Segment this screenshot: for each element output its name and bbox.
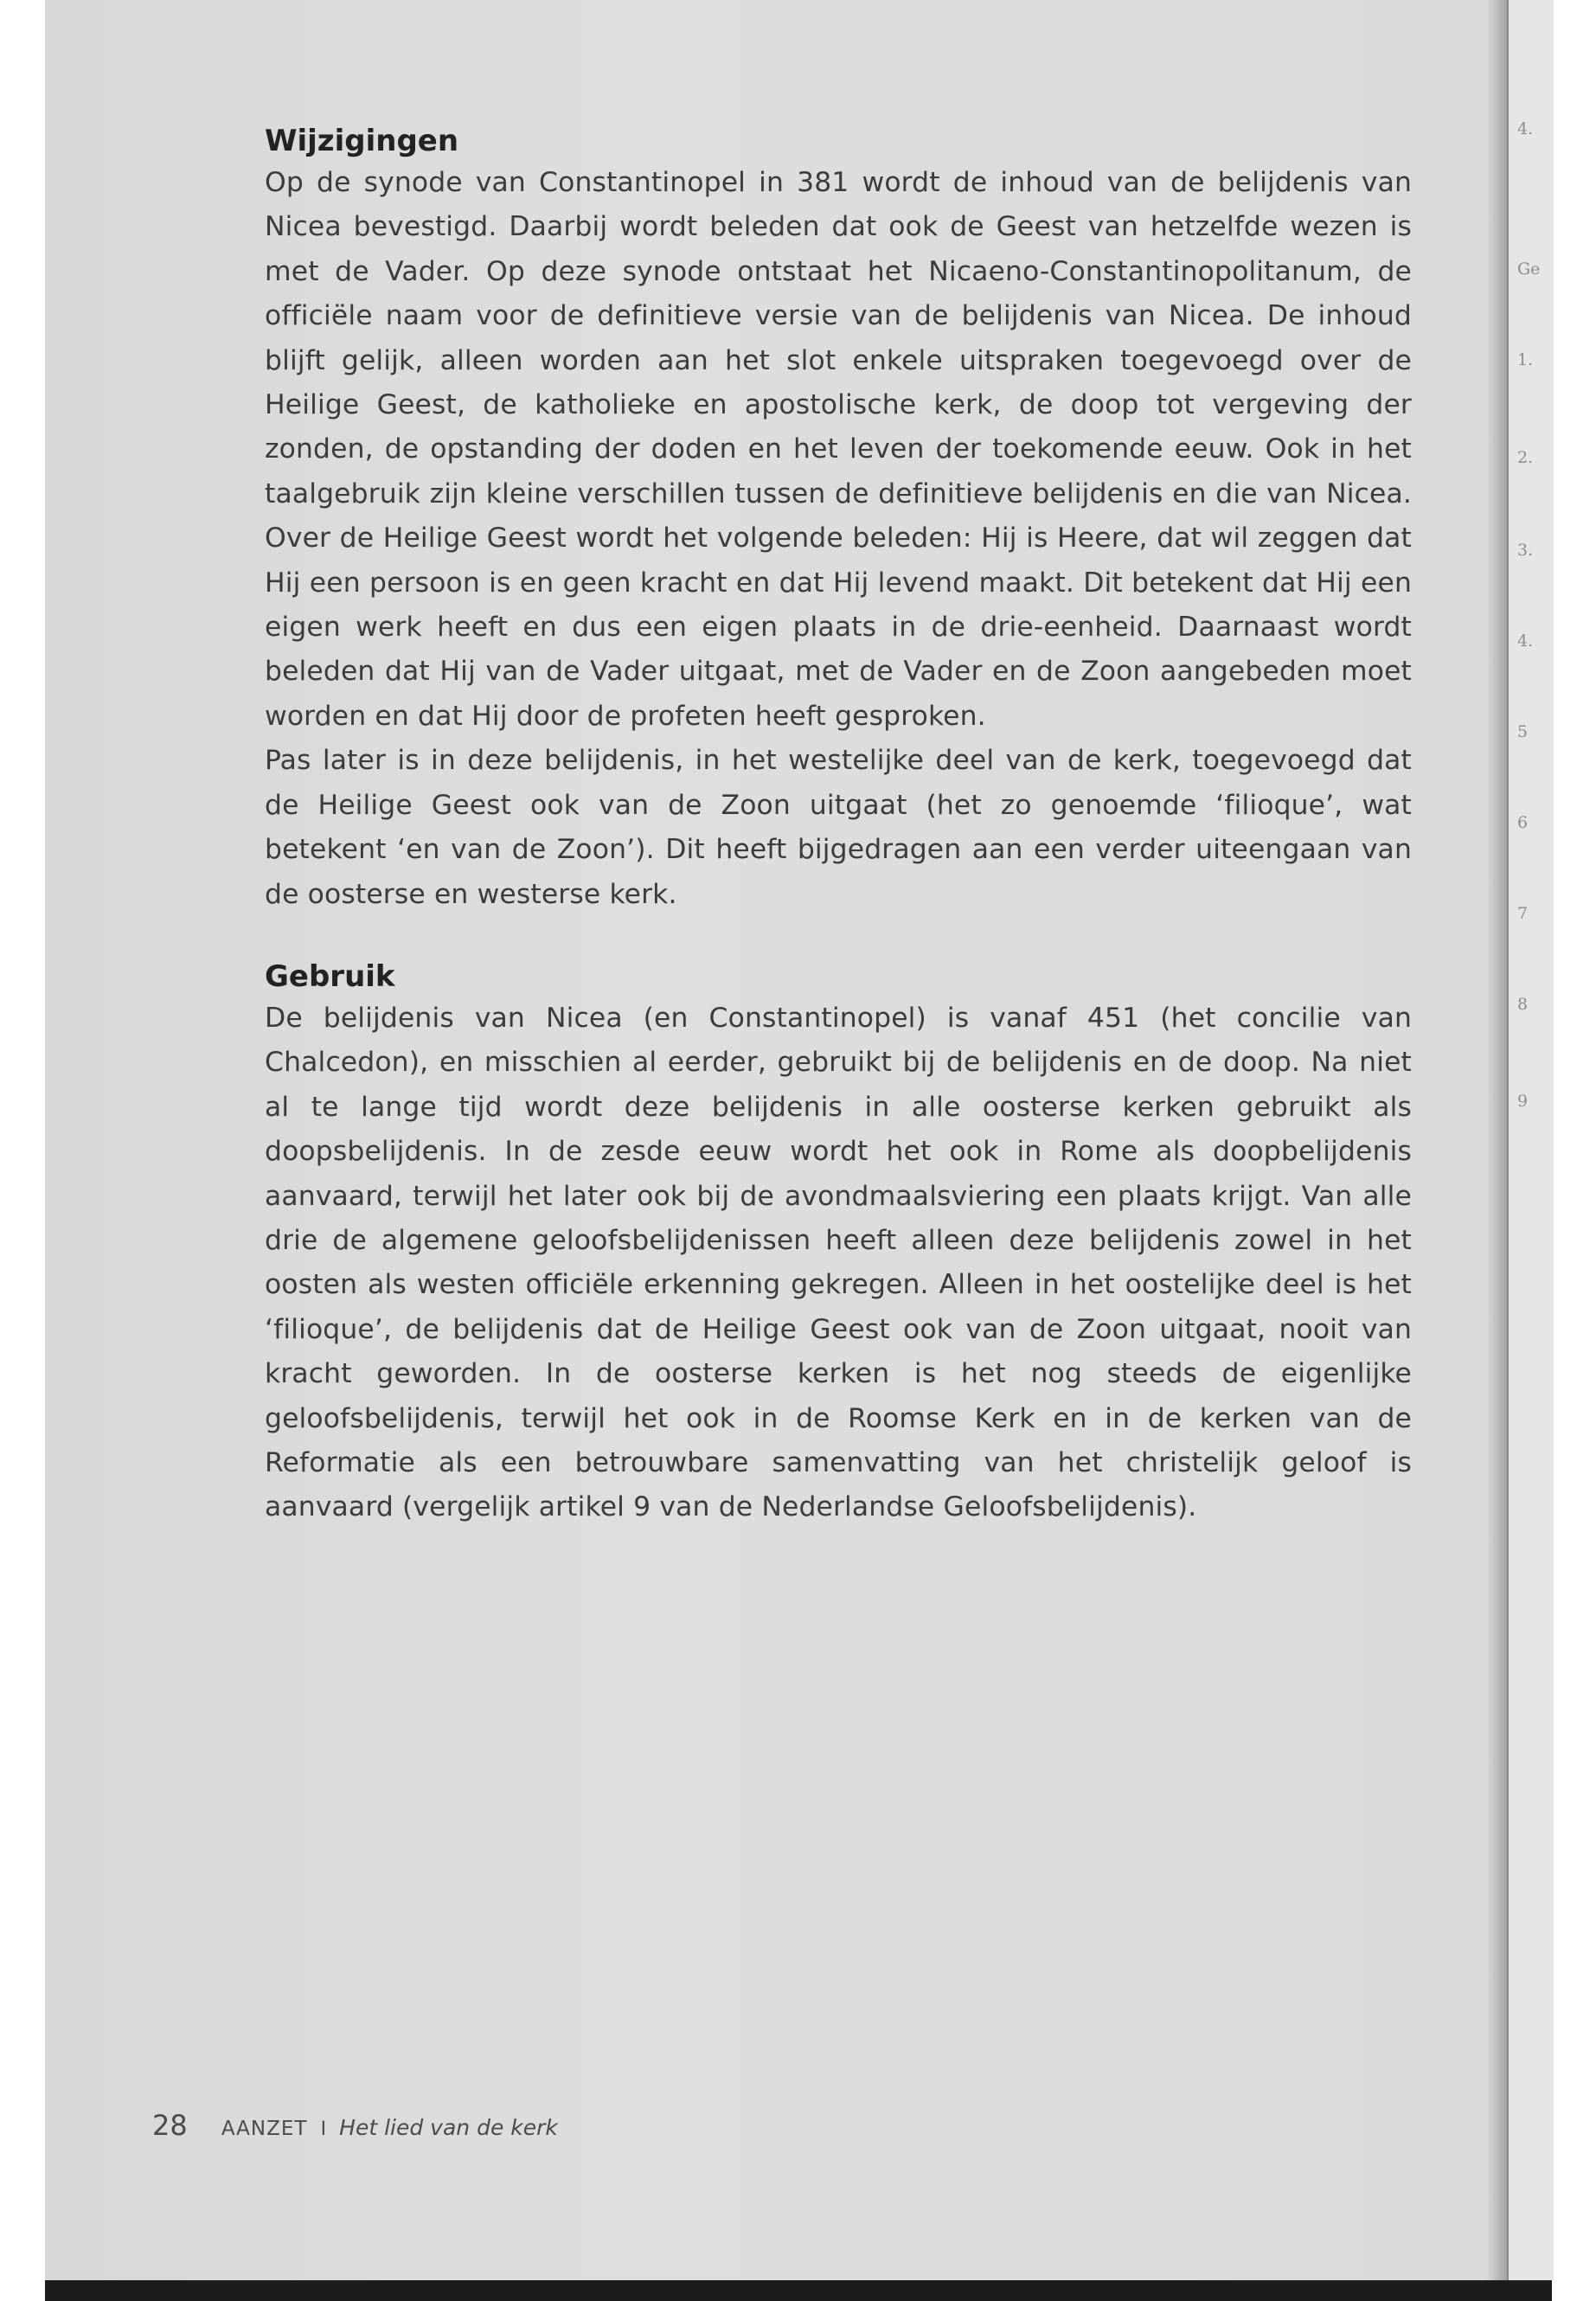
section-heading: Gebruik — [265, 958, 395, 994]
paragraph: De belijdenis van Nicea (en Constantinopel) is vanaf 451 (het concilie van Chalcedon), en misschien al eerder, gebruikt bij de belijdenis en de doop. Na niet al te lange tijd wordt deze belijdenis in alle oosterse kerken gebruikt als doopsbelijdenis. In de zesde eeuw wordt het ook in Rome als doopbelijdenis aanvaard, terwijl het later ook bij de avondmaalsviering een plaats krijgt. Van alle drie de algemene geloofsbelijdenissen heeft alleen deze belijdenis zowel in het oosten als westen officiële erkenning gekregen. Alleen in het oostelijke deel is het ‘filioque’, de belijdenis dat de Heilige Geest ook van de Zoon uitgaat, nooit van kracht geworden. In de oosterse kerken is het nog steeds de eigenlijke geloofsbelijdenis, terwijl het ook in de Roomse Kerk en in de kerken van de Reformatie als een betrouwbare samenvatting van het christelijk geloof is aanvaard (vergelijk artikel 9 van de Nederlandse Geloofsbelijdenis). — [265, 1002, 1412, 1523]
next-page-mark: Ge — [1517, 260, 1541, 279]
section-wijzigingen — [265, 121, 1412, 917]
next-page-mark: 8 — [1517, 995, 1529, 1014]
section-gap — [265, 917, 1412, 957]
section-gebruik — [265, 957, 1412, 1530]
next-page-edge — [1507, 0, 1554, 2280]
page-footer — [152, 2109, 558, 2142]
scan-bottom-edge — [45, 2280, 1552, 2301]
series-name: AANZET — [221, 2118, 308, 2140]
book-title: Het lied van de kerk — [339, 2115, 558, 2140]
next-page-mark: 4. — [1517, 631, 1534, 651]
paragraph: Pas later is in deze belijdenis, in het westelijke deel van de kerk, toegevoegd dat de Heilige Geest ook van de Zoon uitgaat (het zo genoemde ‘filioque’, wat betekent ‘en van de Zoon’). Dit heeft bijgedragen aan een verder uiteengaan van de oosterse en westerse kerk. — [265, 745, 1412, 910]
section-heading: Wijzigingen — [265, 124, 459, 158]
next-page-mark: 2. — [1517, 448, 1534, 467]
page-body — [265, 121, 1412, 1530]
footer-separator: I — [320, 2118, 327, 2140]
next-page-mark: 1. — [1517, 350, 1534, 369]
next-page-mark: 5 — [1517, 722, 1529, 741]
next-page-mark: 4. — [1517, 119, 1534, 138]
next-page-mark: 9 — [1517, 1092, 1529, 1111]
next-page-mark: 7 — [1517, 904, 1529, 923]
paragraph: Op de synode van Constantinopel in 381 wordt de inhoud van de belijdenis van Nicea bevestigd. Daarbij wordt beleden dat ook de Geest van hetzelfde wezen is met de Vader. Op deze synode ontstaat het Nicaeno-Constantinopolitanum, de officiële naam voor de definitieve versie van de belijdenis van Nicea. De inhoud blijft gelijk, alleen worden aan het slot enkele uitspraken toegevoegd over de Heilige Geest, de katholieke en apostolische kerk, de doop tot vergeving der zonden, de opstanding der doden en het leven der toekomende eeuw. Ook in het taalgebruik zijn kleine verschillen tussen de definitieve belijdenis en die van Nicea. Over de Heilige Geest wordt het volgende beleden: Hij is Heere, dat wil zeggen dat Hij een persoon is en geen kracht en dat Hij levend maakt. Dit betekent dat Hij een eigen werk heeft en dus een eigen plaats in de drie-eenheid. Daarnaast wordt beleden dat Hij van de Vader uitgaat, met de Vader en de Zoon aangebeden moet worden en dat Hij door de profeten heeft gesproken. — [265, 167, 1412, 732]
spine-shadow — [1486, 0, 1507, 2280]
page-number: 28 — [152, 2109, 188, 2142]
next-page-mark: 3. — [1517, 541, 1534, 560]
next-page-mark: 6 — [1517, 813, 1529, 832]
